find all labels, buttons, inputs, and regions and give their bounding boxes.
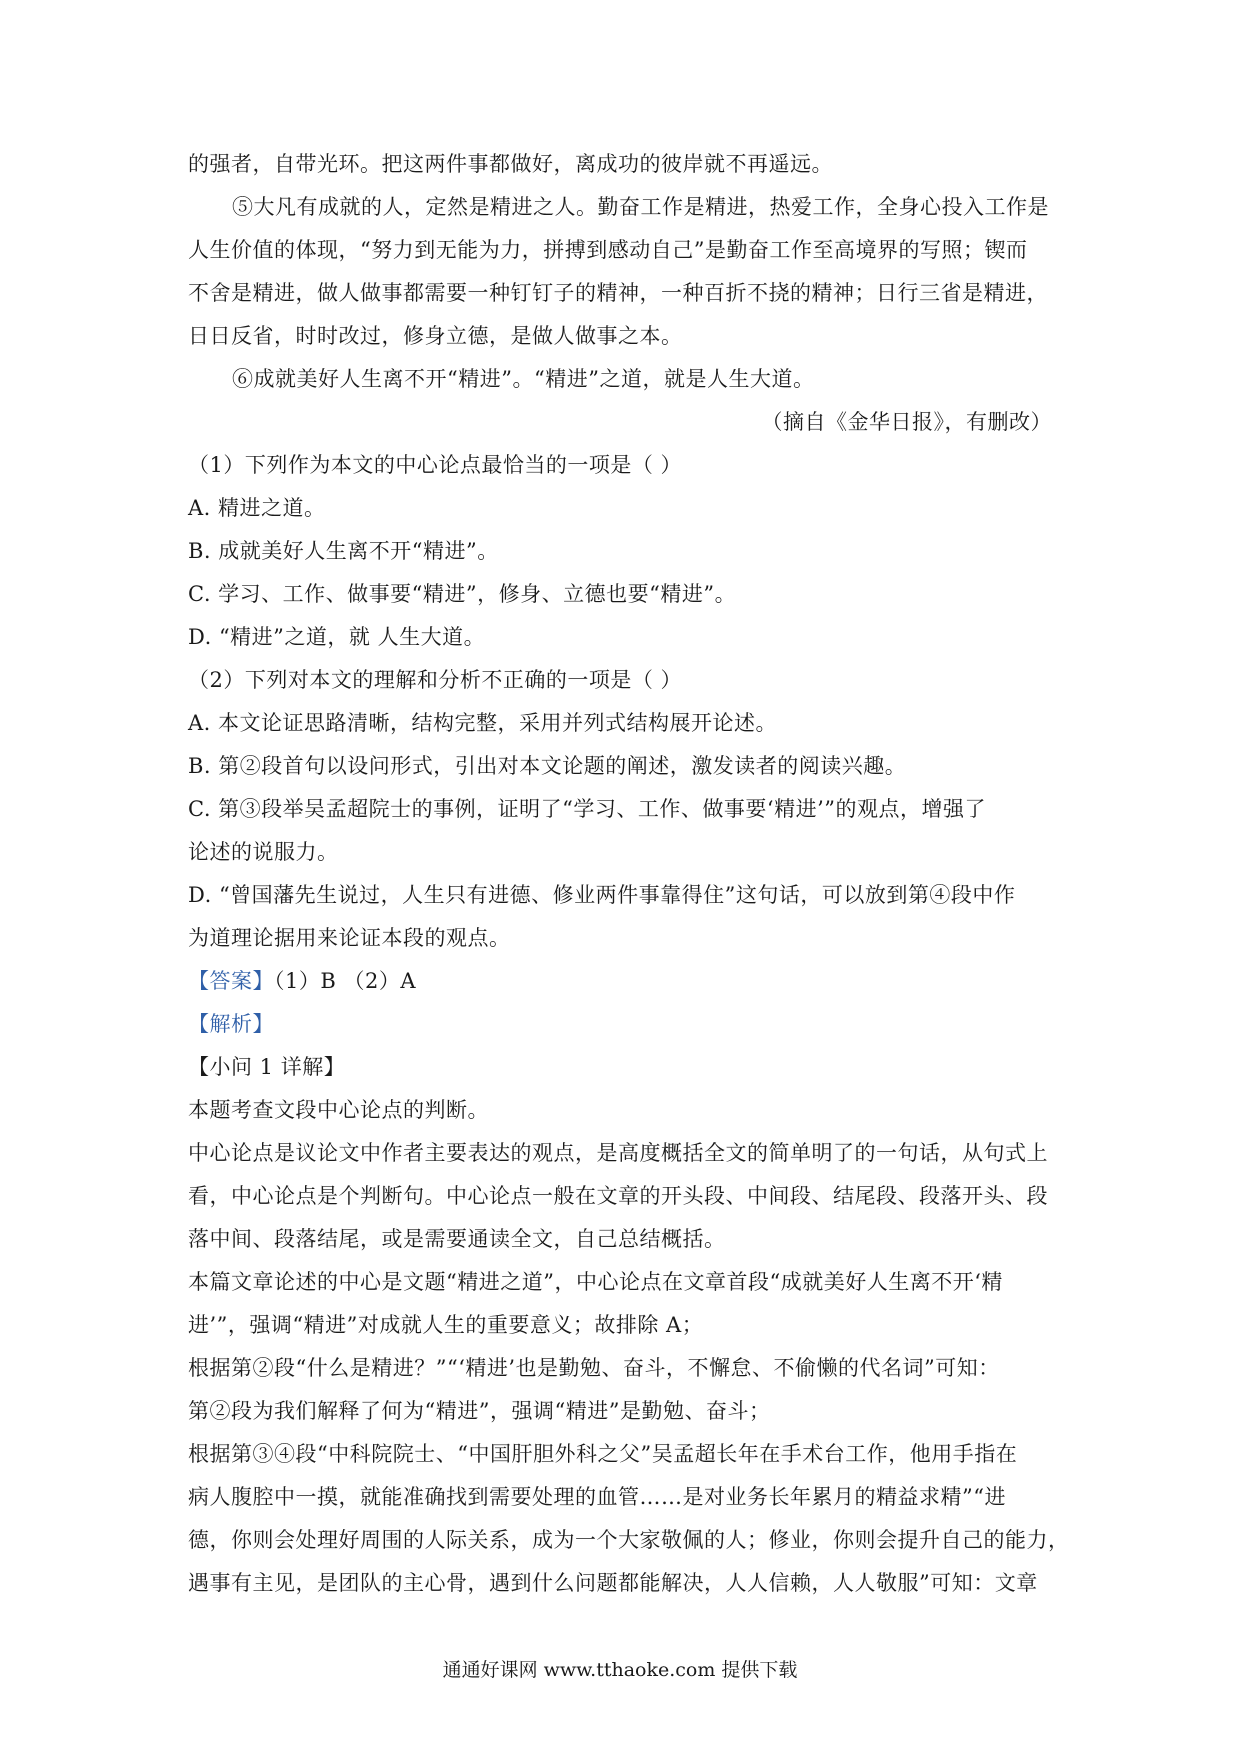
- document-page: [188, 143, 1070, 1605]
- analysis-text-line: 根据第②段“什么是精进？”“‘精进’也是勤勉、奋斗，不懈怠、不偷懒的代名词”可知：: [188, 1356, 1000, 1380]
- question-2-option-d: D. “曾国藩先生说过，人生只有进德、修业两件事靠得住”这句话，可以放到第④段中作: [188, 883, 1016, 907]
- page-footer: 通通好课网 www.tthaoke.com 提供下载: [442, 1659, 798, 1681]
- answer-text: （1）B （2）A: [274, 969, 416, 993]
- analysis-line: [188, 1003, 1058, 1046]
- question-1-option-d: D. “精进”之道，就 人生大道。: [188, 625, 486, 649]
- analysis-text-line: 根据第③④段“中科院院士、“中国肝胆外科之父”吴孟超长年在手术台工作，他用手指在: [188, 1442, 1018, 1466]
- analysis-text-line: 进’”，强调“精进”对成就人生的重要意义；故排除 A；: [188, 1313, 704, 1337]
- passage-paragraph-6: ⑥成就美好人生离不开“精进”。“精进”之道，就是人生大道。: [232, 367, 815, 391]
- passage-paragraph-5-line: 不舍是精进，做人做事都需要一种钉钉子的精神，一种百折不挠的精神；日行三省是精进，: [188, 281, 1048, 305]
- analysis-text-line: 落中间、段落结尾，或是需要通读全文，自己总结概括。: [188, 1227, 726, 1251]
- answer-tag: 【答案】: [188, 969, 274, 993]
- question-1-option-b: B. 成就美好人生离不开“精进”。: [188, 539, 499, 563]
- passage-paragraph-5-line: ⑤大凡有成就的人，定然是精进之人。勤奋工作是精进，热爱工作，全身心投入工作是: [232, 195, 1049, 219]
- answer-line: [188, 960, 1058, 1003]
- question-1-option-c: C. 学习、工作、做事要“精进”，修身、立德也要“精进”。: [188, 582, 737, 606]
- analysis-text-line: 德，你则会处理好周围的人际关系，成为一个大家敬佩的人；修业，你则会提升自己的能力，: [188, 1528, 1070, 1552]
- question-1-option-a: A. 精进之道。: [188, 496, 326, 520]
- question-2-option-a: A. 本文论证思路清晰，结构完整，采用并列式结构展开论述。: [188, 711, 778, 735]
- passage-paragraph-5-line: 日日反省，时时改过，修身立德，是做人做事之本。: [188, 324, 683, 348]
- analysis-text-line: 中心论点是议论文中作者主要表达的观点，是高度概括全文的简单明了的一句话，从句式上: [188, 1141, 1048, 1165]
- passage-paragraph-4-end: 的强者，自带光环。把这两件事都做好，离成功的彼岸就不再遥远。: [188, 152, 833, 176]
- analysis-text-line: 病人腹腔中一摸，就能准确找到需要处理的血管……是对业务长年累月的精益求精”“进: [188, 1485, 1006, 1509]
- analysis-tag: 【解析】: [188, 1012, 274, 1036]
- question-2-option-c-cont: 论述的说服力。: [188, 840, 339, 864]
- passage-source: （摘自《金华日报》，有删改）: [761, 410, 1052, 434]
- question-2-option-c: C. 第③段举吴孟超院士的事例，证明了“学习、工作、做事要‘精进’”的观点，增强了: [188, 797, 986, 821]
- question-2-stem: （2）下列对本文的理解和分析不正确的一项是（ ）: [188, 668, 683, 692]
- passage-paragraph-5-line: 人生价值的体现，“努力到无能为力，拼搏到感动自己”是勤奋工作至高境界的写照；锲而: [188, 238, 1028, 262]
- question-2-option-b: B. 第②段首句以设问形式，引出对本文论题的阐述，激发读者的阅读兴趣。: [188, 754, 907, 778]
- analysis-text-line: 本篇文章论述的中心是文题“精进之道”，中心论点在文章首段“成就美好人生离不开‘精: [188, 1270, 1003, 1294]
- analysis-sub-heading: 【小问 1 详解】: [188, 1055, 346, 1079]
- question-1-stem: （1）下列作为本文的中心论点最恰当的一项是（ ）: [188, 453, 683, 477]
- analysis-text-line: 看，中心论点是个判断句。中心论点一般在文章的开头段、中间段、结尾段、段落开头、段: [188, 1184, 1048, 1208]
- analysis-text-line: 本题考查文段中心论点的判断。: [188, 1098, 489, 1122]
- analysis-text-line: 遇事有主见，是团队的主心骨，遇到什么问题都能解决，人人信赖，人人敬服”可知：文章: [188, 1571, 1038, 1595]
- question-2-option-d-cont: 为道理论据用来论证本段的观点。: [188, 926, 511, 950]
- analysis-text-line: 第②段为我们解释了何为“精进”，强调“精进”是勤勉、奋斗；: [188, 1399, 771, 1423]
